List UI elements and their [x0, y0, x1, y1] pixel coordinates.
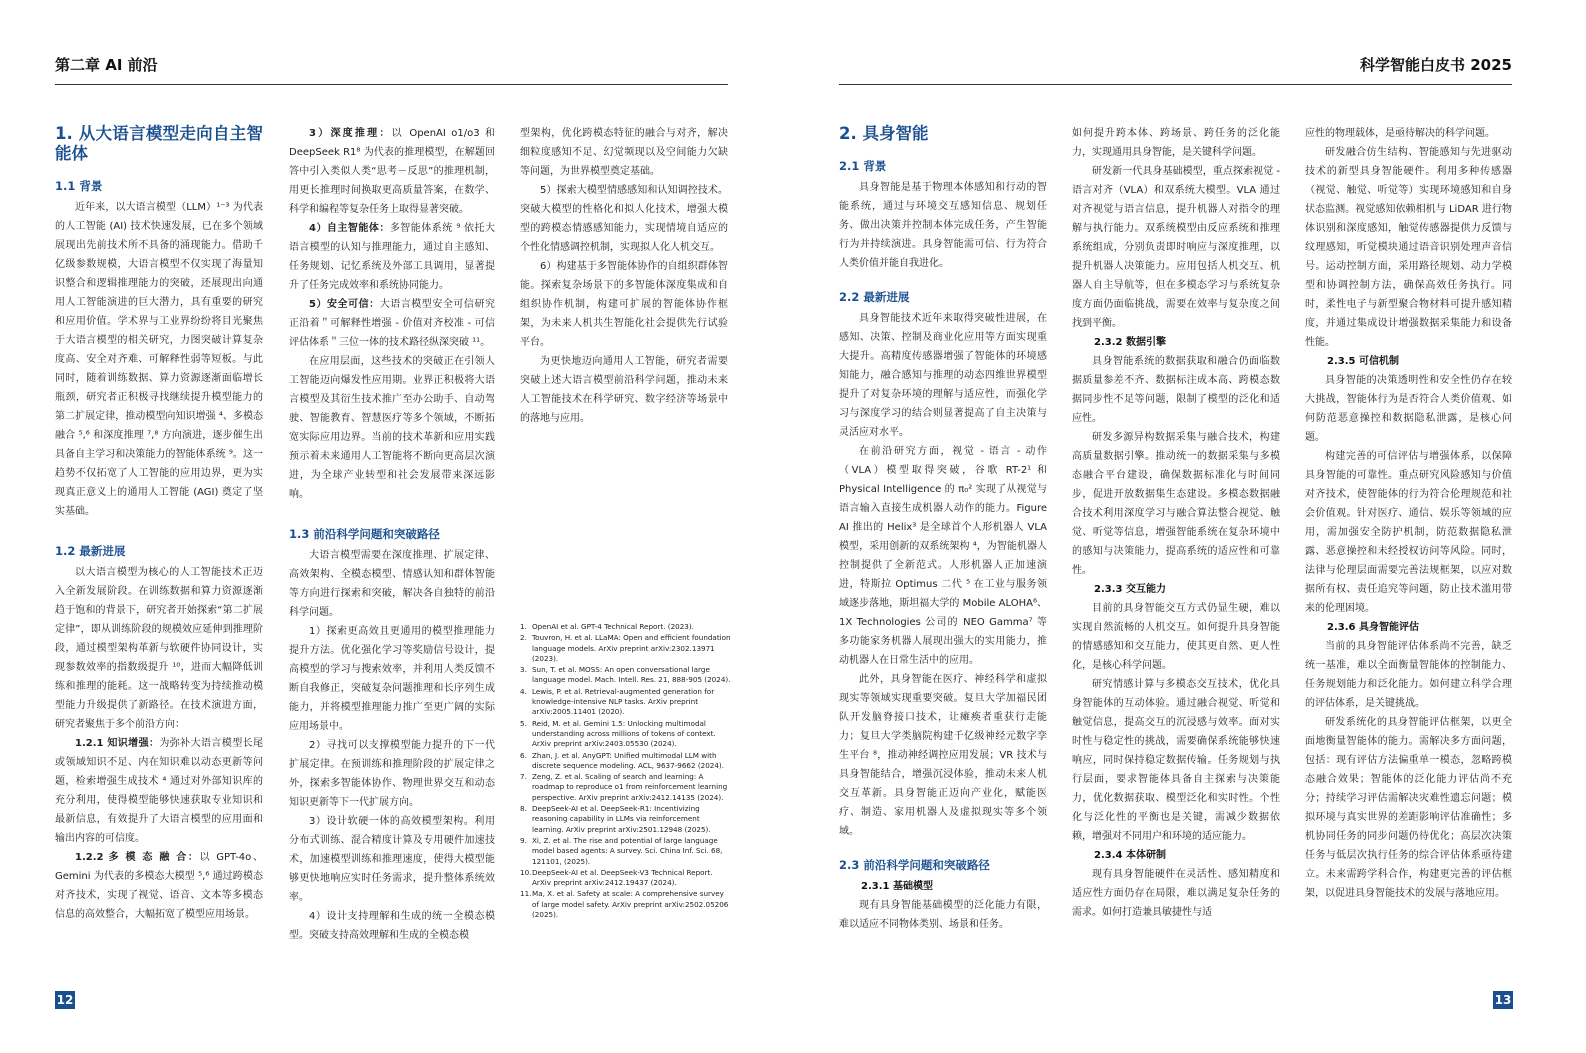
- reference-item: [520, 687, 732, 718]
- left-column-2: [289, 124, 495, 945]
- section-1-title: 1. 从大语言模型走向自主智能体: [55, 124, 263, 163]
- paragraph-text: 大语言模型安全可信研究正沿着＂可解释性增强 - 价值对齐校准 - 可信评估体系＂三位一体的技术路径纵深突破 ¹¹。: [289, 299, 495, 348]
- subsection-label: 1.2.1 知识增强：: [75, 738, 160, 749]
- paragraph: 型架构，优化跨模态特征的融合与对齐，解决细粒度感知不足、幻觉频现以及空间能力欠缺等问题，为世界模型奠定基础。: [520, 128, 728, 177]
- paragraph: 研发多源异构数据采集与融合技术，构建高质量数据引擎。推动统一的数据采集与多模态融合平台建设，确保数据标准化与时间同步，促进开放数据集生态建设。多模态数据融合技术利用深度学习与融合算法整合视觉、触觉、听觉等信息，增强智能系统在复杂环境中的感知与决策能力，提高系统的适应性和可靠性。: [1072, 432, 1280, 576]
- paragraph-text: 多智能体系统 ⁹ 依托大语言模型的认知与推理能力，通过自主感知、任务规划、记忆系统及外部工具调用，显著提升了任务完成效率和系统协同能力。: [289, 223, 495, 291]
- reference-item: [520, 633, 732, 664]
- subsection-heading: 2.3.5 可信机制: [1327, 356, 1399, 367]
- reference-number: 11.: [520, 889, 532, 899]
- right-column-2: [1072, 124, 1280, 922]
- reference-item: [520, 868, 732, 889]
- paragraph: [289, 295, 495, 352]
- paragraph: [289, 219, 495, 295]
- paragraph: 在前沿研究方面，视觉 - 语言 - 动作（VLA）模型取得突破，谷歌 RT-2¹ 和 Physical Intelligence 的 π₀² 实现了从视觉与语言输入直接生成机器人动作的能力。Figure AI 推出的 Helix³ 是全球首个人形机器人 VLA 模型，采用创新的双系统架构 ⁴，为智能机器人控制提供了全新范式。人形机器人正加速演进，特斯拉 Optimus 二代 ⁵ 在工业与服务领域逐步落地，斯坦福大学的 Mobile ALOHA⁶、1X Technologies 公司的 NEO Gamma⁷ 等多功能家务机器人展现出强大的实用能力，推动机器人在日常生活中的应用。: [839, 446, 1047, 666]
- right-column-3: [1305, 124, 1512, 903]
- reference-item: [520, 665, 732, 686]
- paragraph: 研发新一代具身基础模型，重点探索视觉 - 语言对齐（VLA）和双系统大模型。VLA 通过对齐视觉与语言信息，提升机器人对指令的理解与执行能力。双系统模型由反应系统和推理系统组成，分别负责即时响应与深度推理，以提升机器人决策能力。应用包括人机交互、机器人自主导航等，但在多模态学习与系统复杂度方面仍面临挑战，需要在效率与复杂度之间找到平衡。: [1072, 166, 1280, 329]
- paragraph: 为更快地迈向通用人工智能，研究者需要突破上述大语言模型前沿科学问题，推动未来人工智能技术在科学研究、数字经济等场景中的落地与应用。: [520, 356, 728, 424]
- list-item: 3）设计软硬一体的高效模型架构。利用分布式训练、混合精度计算及专用硬件加速技术，加速模型训练和推理速度，使得大模型能够更快地响应实时任务需求，提升整体系统效率。: [289, 816, 495, 903]
- reference-item: [520, 772, 732, 803]
- chapter-header: 第二章 AI 前沿: [55, 56, 158, 74]
- reference-item: [520, 751, 732, 772]
- paragraph: 研究情感计算与多模态交互技术，优化具身智能体的互动体验。通过融合视觉、听觉和触觉信息，提高交互的沉浸感与效率。面对实时性与稳定性的挑战，需要确保系统能够快速响应，同时保持稳定数据传输。任务规划与执行层面，要求智能体具备自主探索与决策能力，优化数据获取、模型泛化和实时性。个性化与泛化性的平衡也是关键，需减少数据依赖，增强对不同用户和环境的适应能力。: [1072, 679, 1280, 842]
- reference-text: Lewis, P. et al. Retrieval-augmented generation for knowledge-intensive NLP tasks. ArXiv preprint arXiv:2005.11401 (2020).: [532, 686, 715, 717]
- reference-item: [520, 804, 732, 835]
- reference-text: Touvron, H. et al. LLaMA: Open and efficient foundation language models. ArXiv preprint arXiv:2302.13971 (2023).: [532, 633, 731, 663]
- header-rule: [839, 84, 1512, 85]
- reference-item: [520, 622, 732, 632]
- paragraph: 研发融合仿生结构、智能感知与先进驱动技术的新型具身智能硬件。利用多种传感器（视觉、触觉、听觉等）实现环境感知和自身状态监测。视觉感知依赖相机与 LiDAR 进行物体识别和深度感知，触觉传感器提供力反馈与纹理感知，听觉模块通过语音识别处理声音信号。运动控制方面，采用路径规划、动力学模型和协调控制方法，确保高效任务执行。同时，柔性电子与新型聚合物材料可提升感知精度，并通过集成设计增强数据采集能力和设备性能。: [1305, 147, 1512, 348]
- paragraph: 在应用层面，这些技术的突破正在引领人工智能迈向爆发性应用期。业界正积极将大语言模型及其衍生技术推广至办公助手、自动驾驶、智能教育、智慧医疗等多个领域，不断拓宽实际应用边界。当前的技术革新和应用实践预示着未来通用人工智能将不断向更高层次演进，为全球产业转型和社会发展带来深远影响。: [289, 356, 495, 500]
- book-title-header: 科学智能白皮书 2025: [1360, 56, 1512, 74]
- paragraph: 具身智能的决策透明性和安全性仍存在较大挑战，智能体行为是否符合人类价值观、如何防范恶意操控和数据隐私泄露，是核心问题。: [1305, 375, 1512, 443]
- right-page: [793, 0, 1586, 1053]
- paragraph: 应性的物理载体，是亟待解决的科学问题。: [1305, 128, 1495, 139]
- list-item: 1）探索更高效且更通用的模型推理能力提升方法。优化强化学习等奖励信号设计，提高模型的学习与搜索效率，并利用人类反馈不断自我修正，突破复杂问题推理和长序列生成能力，并将模型推理能力推广至更广阔的实际应用场景中。: [289, 626, 495, 732]
- subsection-heading: 2.3.4 本体研制: [1094, 850, 1166, 861]
- section-2-3-heading: 2.3 前沿科学问题和突破路径: [839, 858, 990, 872]
- paragraph: 研发系统化的具身智能评估框架，以更全面地衡量智能体的能力。需解决多方面问题，包括：现有评估方法偏重单一模态，忽略跨模态融合效果；智能体的泛化能力评估尚不充分；持续学习评估需解决灾难性遗忘问题；模拟环境与真实世界的差距影响评估准确性；多机协同任务的同步问题仍待优化；高层次决策任务与低层次执行任务的综合评估体系亟待建立。未来需跨学科合作，构建更完善的评估框架，以促进具身智能技术的发展与落地应用。: [1305, 717, 1512, 899]
- reference-item: [520, 836, 732, 867]
- item-label: 5）安全可信：: [309, 299, 380, 310]
- paragraph: 如何提升跨本体、跨场景、跨任务的泛化能力，实现通用具身智能，是关键科学问题。: [1072, 128, 1280, 158]
- paragraph: 近年来，以大语言模型（LLM）¹⁻³ 为代表的人工智能 (AI) 技术快速发展，已在多个领域展现出先前技术所不具备的涌现能力。借助千亿级参数规模，大语言模型不仅实现了海量知识整合和逻辑推理能力的突破，还展现出向通用人工智能演进的巨大潜力，具有重要的研究和应用价值。学术界与工业界纷纷将目光聚焦于大语言模型的相关研究，力图突破计算复杂度高、安全对齐难、可解释性弱等短板。与此同时，随着训练数据、算力资源逐渐面临增长瓶颈，研究者正积极寻找继续提升模型能力的第二扩展定律，推动模型向知识增强 ⁴、多模态融合 ⁵,⁶ 和深度推理 ⁷,⁸ 方向演进，逐步催生出具备自主学习和决策能力的智能体系统 ⁹。这一趋势不仅拓宽了人工智能的应用边界，更为实现真正意义上的通用人工智能 (AGI) 奠定了坚实基础。: [55, 202, 263, 517]
- page-number: 12: [56, 993, 74, 1007]
- reference-text: Zeng, Z. et al. Scaling of search and learning: A roadmap to reproduce o1 from reinforcement learning perspective. ArXiv preprint arXiv:2412.14135 (2024).: [532, 772, 728, 802]
- paragraph: 当前的具身智能评估体系尚不完善，缺乏统一基准，难以全面衡量智能体的控制能力、任务规划能力和泛化能力。如何建立科学合理的评估体系，是关键挑战。: [1305, 641, 1512, 709]
- section-2-2-heading: 2.2 最新进展: [839, 290, 910, 304]
- reference-text: DeepSeek-AI et al. DeepSeek-V3 Technical Report. ArXiv preprint arXiv:2412.19437 (2024).: [532, 867, 713, 888]
- reference-number: 10.: [520, 867, 532, 877]
- reference-text: Reid, M. et al. Gemini 1.5: Unlocking multimodal understanding across millions of tokens of context. ArXiv preprint arXiv:2403.05530 (2024).: [532, 718, 716, 749]
- header-rule: [55, 84, 728, 85]
- reference-number: 4.: [520, 686, 527, 696]
- paragraph: 具身智能系统的数据获取和融合仍面临数据质量参差不齐、数据标注成本高、跨模态数据同步性不足等问题，限制了模型的泛化和适应性。: [1072, 356, 1280, 424]
- paragraph-text: 以 GPT-4o、Gemini 为代表的多模态大模型 ⁵,⁶ 通过跨模态对齐技术，实现了视觉、语音、文本等多模态信息的高效整合，大幅拓宽了模型应用场景。: [55, 852, 263, 920]
- reference-text: Ma, X. et al. Safety at scale: A comprehensive survey of large model safety. ArXiv preprint arXiv:2502.05206 (2025).: [532, 889, 729, 920]
- paragraph: 具身智能技术近年来取得突破性进展，在感知、决策、控制及商业化应用等方面实现重大提升。高精度传感器增强了智能体的环境感知能力，融合感知与推理的动态四维世界模型提升了对复杂环境的理解与适应性，而强化学习与深度学习的结合则显著提高了自主决策与灵活应对水平。: [839, 313, 1047, 438]
- section-2-1-heading: 2.1 背景: [839, 159, 887, 173]
- page-number: 13: [1494, 993, 1512, 1007]
- subsection-heading: 2.3.1 基础模型: [861, 881, 933, 892]
- item-label: 4）自主智能体：: [309, 223, 390, 234]
- paragraph: 以大语言模型为核心的人工智能技术正迈入全新发展阶段。在训练数据和算力资源逐渐趋于饱和的背景下，研究者开始探索“第二扩展定律”，即从训练阶段的规模效应延伸到推理阶段，通过模型架构革新与软硬件协同设计，实现参数效率的指数级提升 ¹⁰，进而大幅降低训练和推理的能耗。这一战略转变为持续推动模型能力升级提供了新路径。在技术演进方面，研究者聚焦于多个前沿方向：: [55, 567, 263, 730]
- reference-number: 9.: [520, 835, 527, 845]
- paragraph: 构建完善的可信评估与增强体系，以保障具身智能的可靠性。重点研究风险感知与价值对齐技术，使智能体的行为符合伦理规范和社会价值观。针对医疗、通信、娱乐等领域的应用，需加强安全防护机制，防范数据隐私泄露、恶意操控和未经授权访问等风险。同时，法律与伦理层面需要完善法规框架，以应对数据所有权、责任追究等问题，防止技术滥用带来的伦理困境。: [1305, 451, 1512, 614]
- paragraph: 目前的具身智能交互方式仍显生硬，难以实现自然流畅的人机交互。如何提升具身智能的情感感知和交互能力，使其更自然、更人性化，是核心科学问题。: [1072, 603, 1280, 671]
- list-item: 2）寻找可以支撑模型能力提升的下一代扩展定律。在预训练和推理阶段的扩展定律之外，探索多智能体协作、物理世界交互和动态知识更新等下一代扩展方向。: [289, 740, 495, 808]
- subsection-label: 1.2.2 多 模 态 融 合：: [75, 852, 200, 863]
- section-2-title: 2. 具身智能: [839, 124, 929, 143]
- left-column-3: [520, 124, 728, 428]
- reference-text: DeepSeek-AI et al. DeepSeek-R1: Incentivizing reasoning capability in LLMs via reinforcement learning. ArXiv preprint arXiv:2501.12948 (2025).: [532, 804, 711, 834]
- left-column-1: [55, 124, 263, 924]
- reference-text: Zhan, J. et al. AnyGPT: Unified multimodal LLM with discrete sequence modeling. ACL, 9637-9662 (2024).: [532, 750, 725, 770]
- reference-text: Sun, T. et al. MOSS: An open conversational large language model. Mach. Intell. Res. 21, 888-905 (2024).: [532, 665, 731, 685]
- section-1-2-heading: 1.2 最新进展: [55, 544, 126, 558]
- paragraph: 具身智能是基于物理本体感知和行动的智能系统，通过与环境交互感知信息、规划任务、做出决策并控制本体完成任务，产生智能行为并持续演进。具身智能需可信、行为符合人类价值并能自我进化。: [839, 182, 1047, 269]
- paragraph-text: 以 OpenAI o1/o3 和 DeepSeek R1⁸ 为代表的推理模型，在解题回答中引入类似人类“思考－反思”的推理机制，用更长推理时间换取更高质量答案，在数学、科学和编程等复杂任务上取得显著突破。: [289, 128, 495, 215]
- section-1-3-heading: 1.3 前沿科学问题和突破路径: [289, 527, 440, 541]
- list-item: 6）构建基于多智能体协作的自组织群体智能。探索复杂场景下的多智能体深度集成和自组织协作机制，构建可扩展的智能体协作框架，为未来人机共生智能化社会提供先行试验平台。: [520, 261, 728, 348]
- list-item: 5）探索大模型情感感知和认知调控技术。突破大模型的性格化和拟人化技术，增强大模型的跨模态情感感知能力，实现情境自适应的个性化情感调控机制，实现拟人化人机交互。: [520, 185, 728, 253]
- paragraph: [289, 124, 495, 219]
- reference-item: [520, 889, 732, 920]
- list-item: 4）设计支持理解和生成的统一全模态模型。突破支持高效理解和生成的全模态模: [289, 911, 495, 941]
- paragraph-text: 为弥补大语言模型长尾或领域知识不足、内在知识难以动态更新等问题，检索增强生成技术 ⁴ 通过对外部知识库的充分利用，使得模型能够快速获取专业知识和最新信息，有效提升了大语言模型的应用面和输出内容的可信度。: [55, 738, 264, 844]
- reference-text: Xi, Z. et al. The rise and potential of large language model based agents: A survey. Sci. China Inf. Sci. 68, 121101, (2025).: [532, 835, 723, 866]
- subsection-heading: 2.3.2 数据引擎: [1094, 337, 1166, 348]
- references-list: [520, 622, 732, 921]
- reference-number: 1.: [520, 622, 527, 631]
- paragraph: 现有具身智能基础模型的泛化能力有限，难以适应不同物体类别、场景和任务。: [839, 900, 1047, 930]
- right-column-1: [839, 124, 1047, 934]
- paragraph: 大语言模型需要在深度推理、扩展定律、高效架构、全模态模型、情感认知和群体智能等方向进行探索和突破，解决各自独特的前沿科学问题。: [289, 550, 495, 618]
- subsection-heading: 2.3.6 具身智能评估: [1327, 622, 1419, 633]
- subsection-heading: 2.3.3 交互能力: [1094, 584, 1166, 595]
- reference-number: 6.: [520, 750, 527, 760]
- paragraph: 现有具身智能硬件在灵活性、感知精度和适应性方面仍存在局限，难以满足复杂任务的需求。如何打造兼具敏捷性与适: [1072, 869, 1280, 918]
- reference-number: 3.: [520, 665, 527, 675]
- paragraph: 此外，具身智能在医疗、神经科学和虚拟现实等领域实现重要突破。复旦大学加福民团队开发脑脊接口技术，让瘫痪者重获行走能力；复旦大学类脑院构建千亿级神经元数字孪生平台 ⁸，推动神经调控应用发展；VR 技术与具身智能结合，增强沉浸体验，推动未来人机交互革新。具身智能正迈向产业化，赋能医疗、制造、家用机器人及虚拟现实等多个领域。: [839, 674, 1047, 837]
- reference-number: 5.: [520, 718, 527, 728]
- item-label: 3）深度推理：: [309, 128, 392, 139]
- reference-number: 2.: [520, 633, 527, 643]
- paragraph: [55, 734, 263, 848]
- reference-item: [520, 719, 732, 750]
- reference-number: 7.: [520, 772, 527, 782]
- reference-number: 8.: [520, 804, 527, 814]
- section-1-1-heading: 1.1 背景: [55, 179, 103, 193]
- paragraph: [55, 848, 263, 924]
- reference-text: OpenAI et al. GPT-4 Technical Report. (2023).: [532, 622, 694, 631]
